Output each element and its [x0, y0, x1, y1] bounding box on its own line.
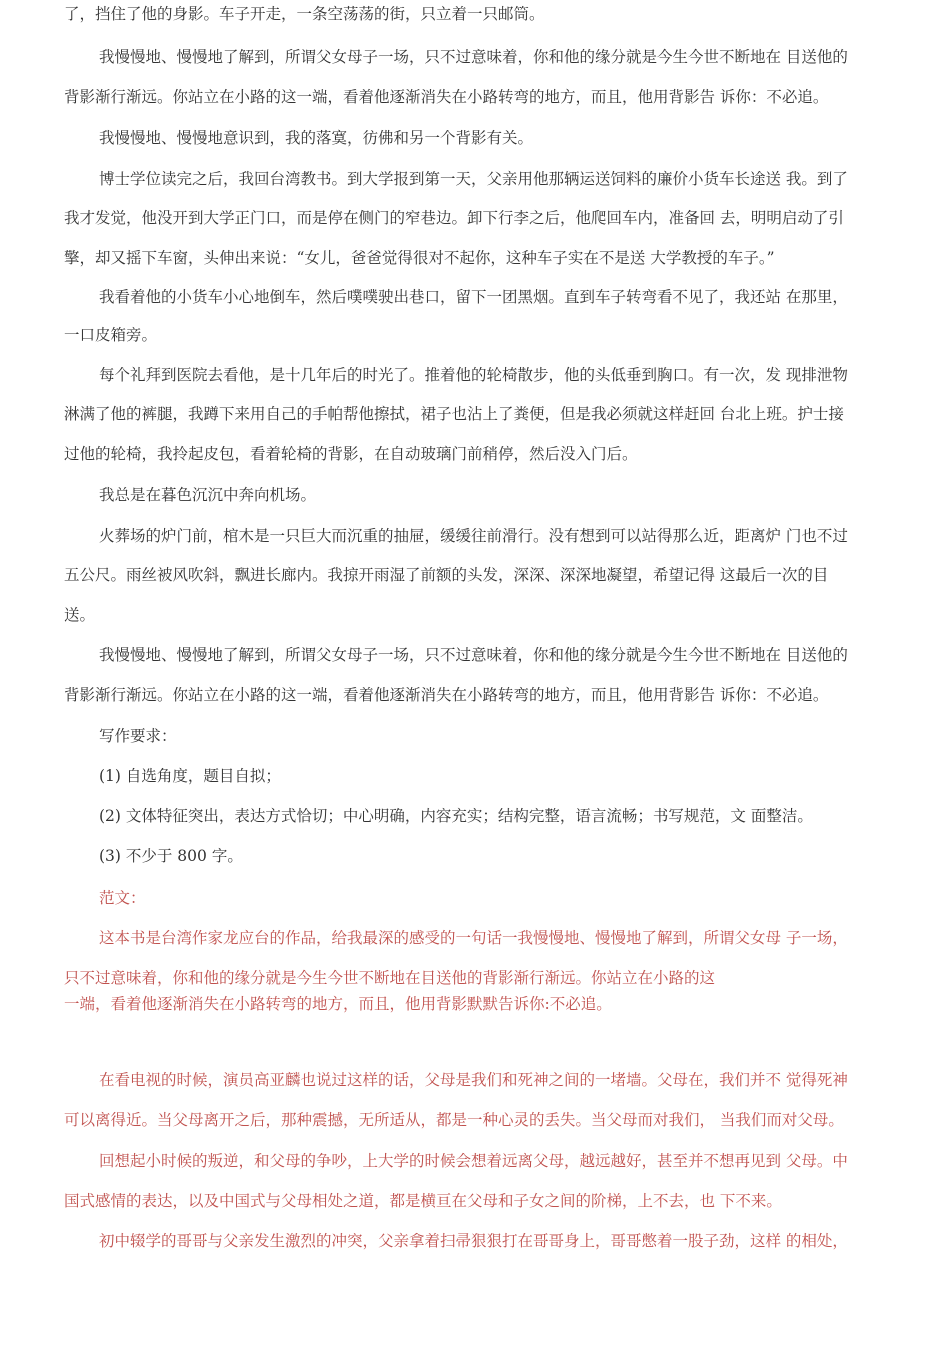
text-line: 我慢慢地、慢慢地了解到，所谓父女母子一场，只不过意味着，你和他的缘分就是今生今世不断地在 目送他的 — [99, 48, 848, 66]
text-line: 送。 — [64, 606, 96, 624]
text-line: 五公尺。雨丝被风吹斜，飘进长廊内。我掠开雨湿了前额的头发，深深、深深地凝望，希望记得 这最后一次的目 — [64, 566, 829, 584]
sample-text-line: 一端，看着他逐渐消失在小路转弯的地方，而且，他用背影默默告诉你:不必追。 — [64, 995, 612, 1013]
requirement-item: (1) 自选角度，题目自拟； — [99, 767, 281, 785]
sample-text-line: 初中辍学的哥哥与父亲发生激烈的冲突，父亲拿着扫帚狠狠打在哥哥身上，哥哥憋着一股子劲，这样 的相处， — [99, 1232, 848, 1250]
text-line: 每个礼拜到医院去看他，是十几年后的时光了。推着他的轮椅散步，他的头低垂到胸口。有一次，发 现排泄物 — [99, 366, 848, 384]
text-line: 了，挡住了他的身影。车子开走，一条空荡荡的街，只立着一只邮筒。 — [64, 5, 545, 23]
text-line: 博士学位读完之后，我回台湾教书。到大学报到第一天，父亲用他那辆运送饲料的廉价小货车长途送 我。到了 — [99, 170, 848, 188]
text-line: 淋满了他的裤腿，我蹲下来用自己的手帕帮他擦拭，裙子也沾上了粪便，但是我必须就这样赶回 台北上班。护士接 — [64, 405, 844, 423]
sample-text-line: 只不过意味着，你和他的缘分就是今生今世不断地在目送他的背影渐行渐远。你站立在小路的这 — [64, 969, 716, 987]
requirement-item: (3) 不少于 800 字。 — [99, 847, 243, 865]
text-line: 我总是在暮色沉沉中奔向机场。 — [99, 486, 317, 504]
sample-label: 范文： — [99, 889, 146, 907]
sample-text-line: 可以离得近。当父母离开之后，那种震撼，无所适从，都是一种心灵的丢失。当父母而对我们， 当我们而对父母。 — [64, 1111, 844, 1129]
text-line: 擎，却又摇下车窗，头伸出来说：“女儿，爸爸觉得很对不起你，这种车子实在不是送 大学教授的车子。” — [64, 249, 775, 267]
text-line: 我慢慢地、慢慢地意识到，我的落寞，彷佛和另一个背影有关。 — [99, 129, 534, 147]
text-line: 背影渐行渐远。你站立在小路的这一端，看着他逐渐消失在小路转弯的地方，而且，他用背影告 诉你：不必追。 — [64, 88, 829, 106]
text-line: 背影渐行渐远。你站立在小路的这一端，看着他逐渐消失在小路转弯的地方，而且，他用背影告 诉你：不必追。 — [64, 686, 829, 704]
requirement-item: (2) 文体特征突出，表达方式恰切；中心明确，内容充实；结构完整，语言流畅；书写规范，文 面整洁。 — [99, 807, 813, 825]
sample-text-line: 在看电视的时候，演员高亚麟也说过这样的话，父母是我们和死神之间的一堵墙。父母在，我们并不 觉得死神 — [99, 1071, 848, 1089]
text-line: 我才发觉，他没开到大学正门口，而是停在侧门的窄巷边。卸下行李之后，他爬回车内，准备回 去，明明启动了引 — [64, 209, 844, 227]
section-heading: 写作要求： — [99, 727, 177, 745]
text-line: 我看着他的小货车小心地倒车，然后噗噗驶出巷口，留下一团黑烟。直到车子转弯看不见了，我还站 在那里， — [99, 288, 848, 306]
text-line: 一口皮箱旁。 — [64, 326, 158, 344]
text-line: 火葬场的炉门前，棺木是一只巨大而沉重的抽屉，缓缓往前滑行。没有想到可以站得那么近，距离炉 门也不过 — [99, 527, 848, 545]
text-line: 我慢慢地、慢慢地了解到，所谓父女母子一场，只不过意味着，你和他的缘分就是今生今世不断地在 目送他的 — [99, 646, 848, 664]
sample-text-line: 这本书是台湾作家龙应台的作品，给我最深的感受的一句话一我慢慢地、慢慢地了解到，所谓父女母 子一场， — [99, 929, 848, 947]
sample-text-line: 国式感情的表达，以及中国式与父母相处之道，都是横亘在父母和子女之间的阶梯，上不去，也 下不来。 — [64, 1192, 782, 1210]
text-line: 过他的轮椅，我拎起皮包，看着轮椅的背影，在自动玻璃门前稍停，然后没入门后。 — [64, 445, 638, 463]
sample-text-line: 回想起小时候的叛逆，和父母的争吵，上大学的时候会想着远离父母，越远越好，甚至并不想再见到 父母。中 — [99, 1152, 848, 1170]
